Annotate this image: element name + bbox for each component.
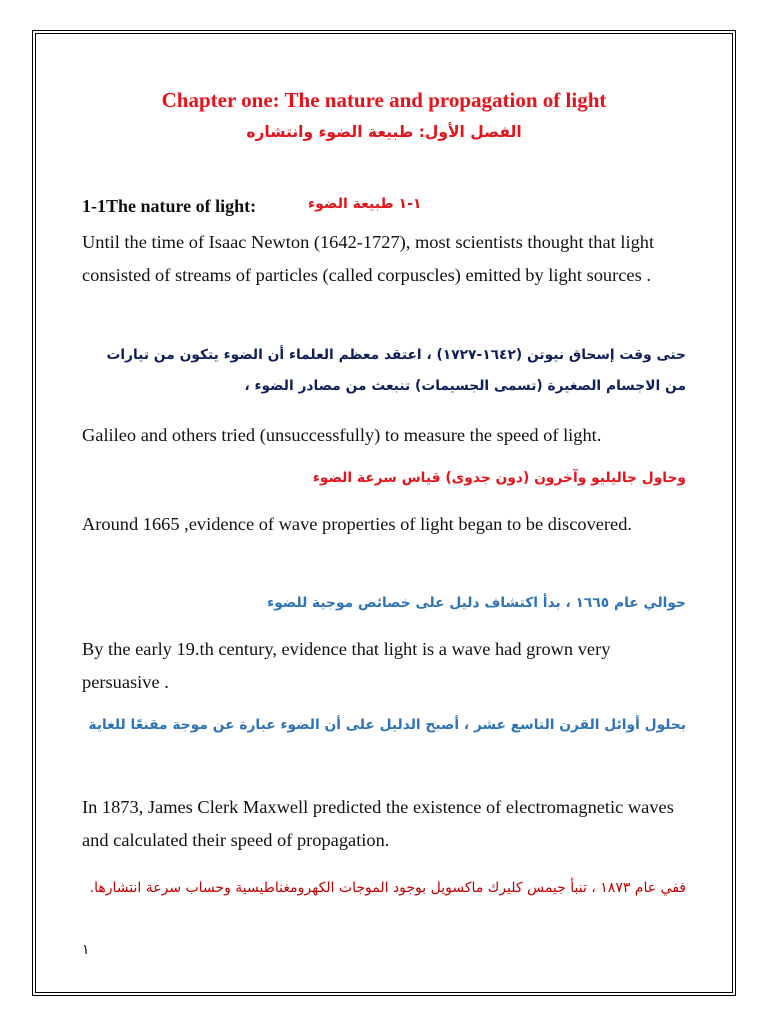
- paragraph-english-4: By the early 19.th century, evidence that light is a wave had grown very persuasive .: [82, 639, 611, 692]
- chapter-title-english: Chapter one: The nature and propagation of light: [161, 88, 607, 112]
- paragraph-english-1: Until the time of Isaac Newton (1642-1727), most scientists thought that light consisted of streams of particles (called corpuscles) emitted by light sources .: [82, 232, 655, 285]
- paragraph-arabic-4: بحلول أوائل القرن التاسع عشر ، أصبح الدليل على أن الضوء عبارة عن موجة مقنعًا للغاية: [88, 717, 686, 733]
- page-number: ١: [82, 942, 90, 958]
- section-heading-english: 1-1The nature of light:: [82, 196, 257, 216]
- section-heading-arabic: ١-١ طبيعة الضوء: [308, 196, 422, 212]
- paragraph-english-2: Galileo and others tried (unsuccessfully) to measure the speed of light.: [82, 425, 602, 445]
- chapter-title-arabic: الفصل الأول: طبيعة الضوء وانتشاره: [246, 123, 522, 141]
- paragraph-arabic-1: حتى وقت إسحاق نيوتن (١٦٤٢-١٧٢٧) ، اعتقد معظم العلماء أن الضوء يتكون من تيارات من الاجسام الصغيرة (تسمى الجسيمات) تنبعث من مصادر الضوء ،: [106, 347, 686, 394]
- paragraph-arabic-2: وحاول جاليليو وآخرون (دون جدوى) قياس سرعة الضوء: [312, 470, 686, 486]
- paragraph-english-5: In 1873, James Clerk Maxwell predicted the existence of electromagnetic waves and calculated their speed of propagation.: [82, 797, 674, 850]
- section-heading: [82, 194, 684, 220]
- paragraph-arabic-3: حوالي عام ١٦٦٥ ، بدأ اكتشاف دليل على خصائص موجية للضوء: [267, 595, 686, 611]
- paragraph-arabic-5: ففي عام ١٨٧٣ ، تنبأ جيمس كليرك ماكسويل بوجود الموجات الكهرومغناطيسية وحساب سرعة انتشارها.: [89, 880, 686, 896]
- paragraph-english-3: Around 1665 ,evidence of wave properties of light began to be discovered.: [82, 514, 633, 534]
